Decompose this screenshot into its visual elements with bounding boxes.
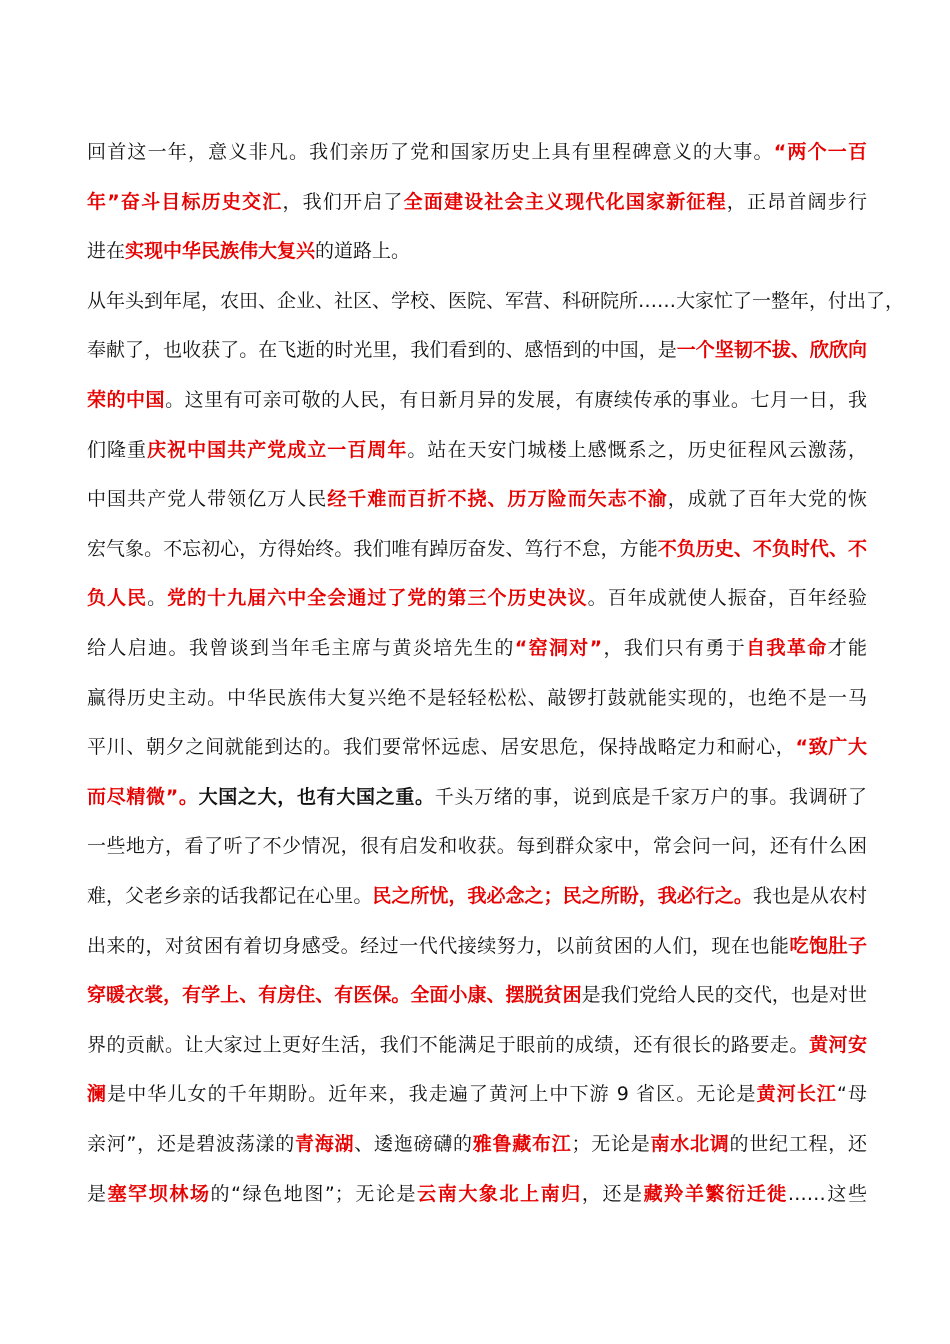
highlight-text: 自我革命 [746,637,828,659]
highlight-text: “两个一百 [773,141,867,163]
text-line [87,137,867,167]
highlight-text: 庆祝中国共产党成立一百周年 [147,438,408,461]
text-line [87,980,867,1010]
text-line [87,1079,867,1109]
highlight-text: 雅鲁藏布江 [472,1133,572,1155]
body-text-run: 的世纪工程，还 [729,1133,867,1155]
body-text-run: 界的贡献。让大家过上更好生活，我们不能满足于眼前的成绩，还有很长的路要走。 [87,1033,809,1056]
body-text-run: ……这些 [787,1182,867,1205]
body-text-run: 难，父老乡亲的话我都记在心里。 [87,885,373,907]
highlight-text: 民之所忧，我必念之；民之所盼，我必行之。 [372,885,753,907]
highlight-text: 党的十九届六中全会通过了党的第三个历史决议 [167,587,588,610]
highlight-text: 实现中华民族伟大复兴 [125,240,316,263]
text-line [87,633,867,663]
text-line [87,187,867,217]
text-line [87,1030,867,1060]
text-line [87,583,867,613]
text-line [87,286,905,316]
body-text-run: “母 [837,1083,867,1106]
body-text-run: 一些地方，看了听了不少情况，很有启发和收获。每到群众家中，常会问一问，还有什么困 [87,835,867,858]
highlight-text: 穿暖衣裳，有学上、有房住、有医保。 [87,984,411,1007]
body-text-run: 我也是从农村 [752,885,867,907]
highlight-text: “窑洞对” [514,637,603,659]
text-line [87,435,867,465]
body-text-run: 中国共产党人带领亿万人民 [87,488,328,511]
highlight-text: 负人民 [87,587,148,610]
body-text-run: 、逶迤磅礴的 [354,1133,473,1155]
body-text-run: ，正昂首阔步行 [726,190,867,213]
text-line [87,1179,867,1209]
body-text-run: 出来的，对贫困有着切身感受。经过一代代接续努力，以前贫困的人们，现在也能 [87,934,790,957]
text-line [87,534,867,564]
text-line [87,236,867,266]
text-line [87,782,867,812]
highlight-text: 澜 [87,1083,108,1106]
highlight-text: “致广大 [795,736,867,759]
highlight-text: 荣的中国 [87,389,166,411]
bold-text: 大国之大，也有大国之重。 [198,785,435,808]
text-line [87,385,867,415]
highlight-text: 黄河长江 [756,1083,838,1106]
highlight-text: 全面建设社会主义现代化国家新征程 [403,190,727,213]
highlight-text: 一个坚韧不拔、欣欣向 [676,339,867,362]
body-text-run: 。站在天安门城楼上感慨系之，历史征程风云激荡， [407,438,867,461]
body-text-run: ，我们开启了 [282,190,404,213]
body-text-run: 亲河”，还是碧波荡漾的 [87,1133,296,1155]
body-text-run: 是 [87,1182,108,1205]
body-text-run: 宏气象。不忘初心，方得始终。我们唯有踔厉奋发、笃行不怠，方能 [87,537,658,560]
body-text-run: ，我们只有勇于 [602,637,747,659]
body-text-run: 。 [147,587,168,610]
text-line [87,831,867,861]
body-text-run: 是我们党给人民的交代，也是对世 [581,984,867,1007]
body-text-run: 从年头到年尾，农田、企业、社区、学校、医院、军营、科研院所……大家忙了一整年，付出了， [87,289,905,312]
text-line [87,881,867,911]
text-line [87,484,867,514]
body-text-run: 们隆重 [87,438,148,461]
body-text-run: 才能 [827,637,867,659]
text-line [87,683,867,713]
body-text-run: 回首这一年，意义非凡。我们亲历了党和国家历史上具有里程碑意义的大事。 [87,141,774,163]
highlight-text: 塞罕坝林场 [107,1182,211,1205]
highlight-text: 青海湖 [295,1133,355,1155]
highlight-text: 经千难而百折不挠、历万险而矢志不渝 [327,488,668,511]
highlight-text: 年”奋斗目标历史交汇 [87,190,283,213]
highlight-text: 吃饱肚子 [789,934,867,957]
highlight-text: 不负历史、不负时代、不 [657,537,867,560]
body-text-run: 。这里有可亲可敬的人民，有日新月异的发展，有赓续传承的事业。七月一日，我 [165,389,867,411]
body-text-run: 是中华儿女的千年期盼。近年来，我走遍了黄河上中下游 9 省区。无论是 [107,1083,757,1106]
text-line [87,931,867,961]
text-line [87,1129,867,1159]
body-text-run: 。百年成就使人振奋，百年经验 [587,587,867,610]
body-text-run: ，还是 [581,1182,644,1205]
text-line [87,732,867,762]
body-text-run: ；无论是 [571,1133,651,1155]
body-text-run: 的道路上。 [315,240,411,263]
body-text-run: 平川、朝夕之间就能到达的。我们要常怀远虑、居安思危，保持战略定力和耐心， [87,736,796,759]
body-text-run: 进在 [87,240,126,263]
highlight-text: 南水北调 [650,1133,730,1155]
highlight-text: 藏羚羊繁衍迁徙 [643,1182,788,1205]
highlight-text: 全面小康、摆脱贫困 [410,984,582,1007]
body-text-run: 赢得历史主动。中华民族伟大复兴绝不是轻轻松松、敲锣打鼓就能实现的，也绝不是一马 [87,686,867,709]
highlight-text: 黄河安 [808,1033,867,1056]
text-line [87,335,867,365]
highlight-text: 而尽精微”。 [87,785,199,808]
body-text-run: ，成就了百年大党的恢 [667,488,867,511]
body-text-run: 奉献了，也收获了。在飞逝的时光里，我们看到的、感悟到的中国，是 [87,339,677,362]
body-text-run: 的“绿色地图”；无论是 [210,1182,418,1205]
body-text-run: 千头万绪的事，说到底是千家万户的事。我调研了 [434,785,867,808]
body-text-run: 给人启迪。我曾谈到当年毛主席与黄炎培先生的 [87,637,515,659]
highlight-text: 云南大象北上南归 [417,1182,582,1205]
